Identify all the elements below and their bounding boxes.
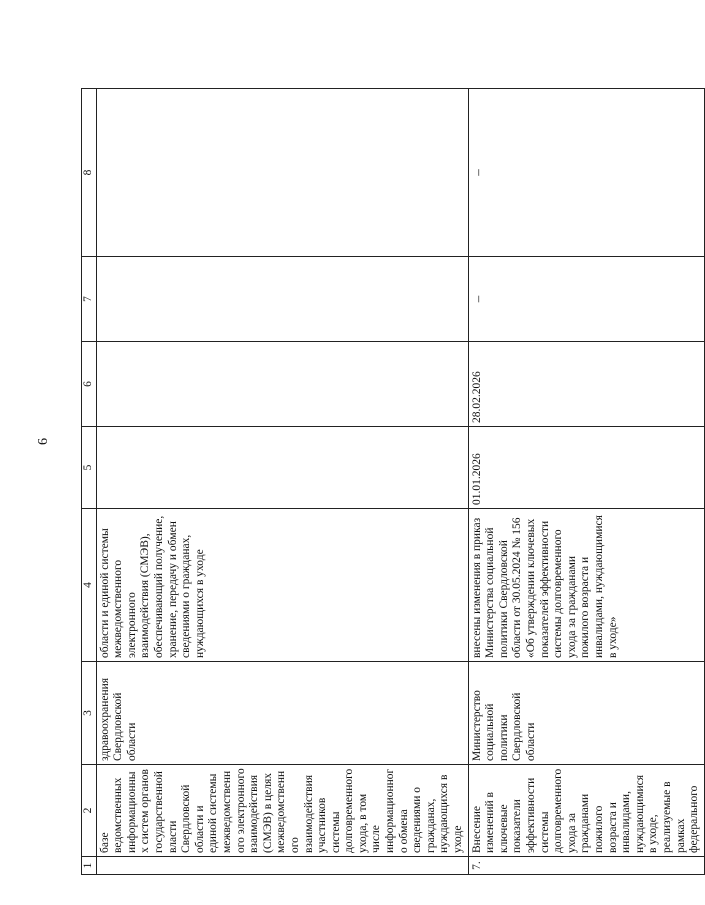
responsible-cell: здравоохранения Свердловской области <box>96 662 468 765</box>
header-cell: 8 <box>82 89 97 257</box>
result-cell: внесены изменения в приказ Министерства социальной политики Свердловской области от 30.05.2024 № 156 «Об утверждении ключевых показателей эффективности системы долговременного ухода за гражданами пожилого возраста и инвалидами, нуждающимися в уходе» <box>468 509 704 662</box>
rotated-table-wrapper <box>81 89 701 875</box>
row-number-cell <box>96 857 468 875</box>
header-cell: 1 <box>82 857 97 875</box>
measure-name-cell: Внесение изменений в ключевые показатели эффективности системы долговременного ухода за гражданами пожилого возраста и инвалидами, нуждающимися в уходе, реализуемые в рамках федерального <box>468 765 704 857</box>
responsible-cell: Министерство социальной политики Свердловской области <box>468 662 704 765</box>
header-cell: 4 <box>82 509 97 662</box>
header-cell: 2 <box>82 765 97 857</box>
note-cell <box>96 89 468 257</box>
header-cell: 6 <box>82 342 97 427</box>
end-date-cell: 28.02.2026 <box>468 342 704 427</box>
funding-cell <box>96 257 468 342</box>
page-number: 6 <box>36 438 51 445</box>
header-cell: 5 <box>82 427 97 509</box>
table-row <box>96 89 468 875</box>
funding-cell: – <box>468 257 704 342</box>
header-cell: 7 <box>82 257 97 342</box>
measure-name-cell: базе ведомственных информационных систем органов государственной власти Свердловской области и единой системы межведомственного электронного взаимодействия (СМЭВ) в целях межведомственного взаимодействия участников системы долговременного ухода, в том числе информационного обмена сведениями о гражданах, нуждающихся в уходе <box>96 765 468 857</box>
plan-table <box>81 88 705 875</box>
start-date-cell <box>96 427 468 509</box>
start-date-cell: 01.01.2026 <box>468 427 704 509</box>
note-cell: – <box>468 89 704 257</box>
table-row <box>468 89 704 875</box>
row-number-cell: 7. <box>468 857 704 875</box>
table-header-row <box>82 89 97 875</box>
header-cell: 3 <box>82 662 97 765</box>
end-date-cell <box>96 342 468 427</box>
result-cell: области и единой системы межведомственного электронного взаимодействия (СМЭВ), обеспечивающий получение, хранение, передачу и обмен сведениями о гражданах, нуждающихся в уходе <box>96 509 468 662</box>
